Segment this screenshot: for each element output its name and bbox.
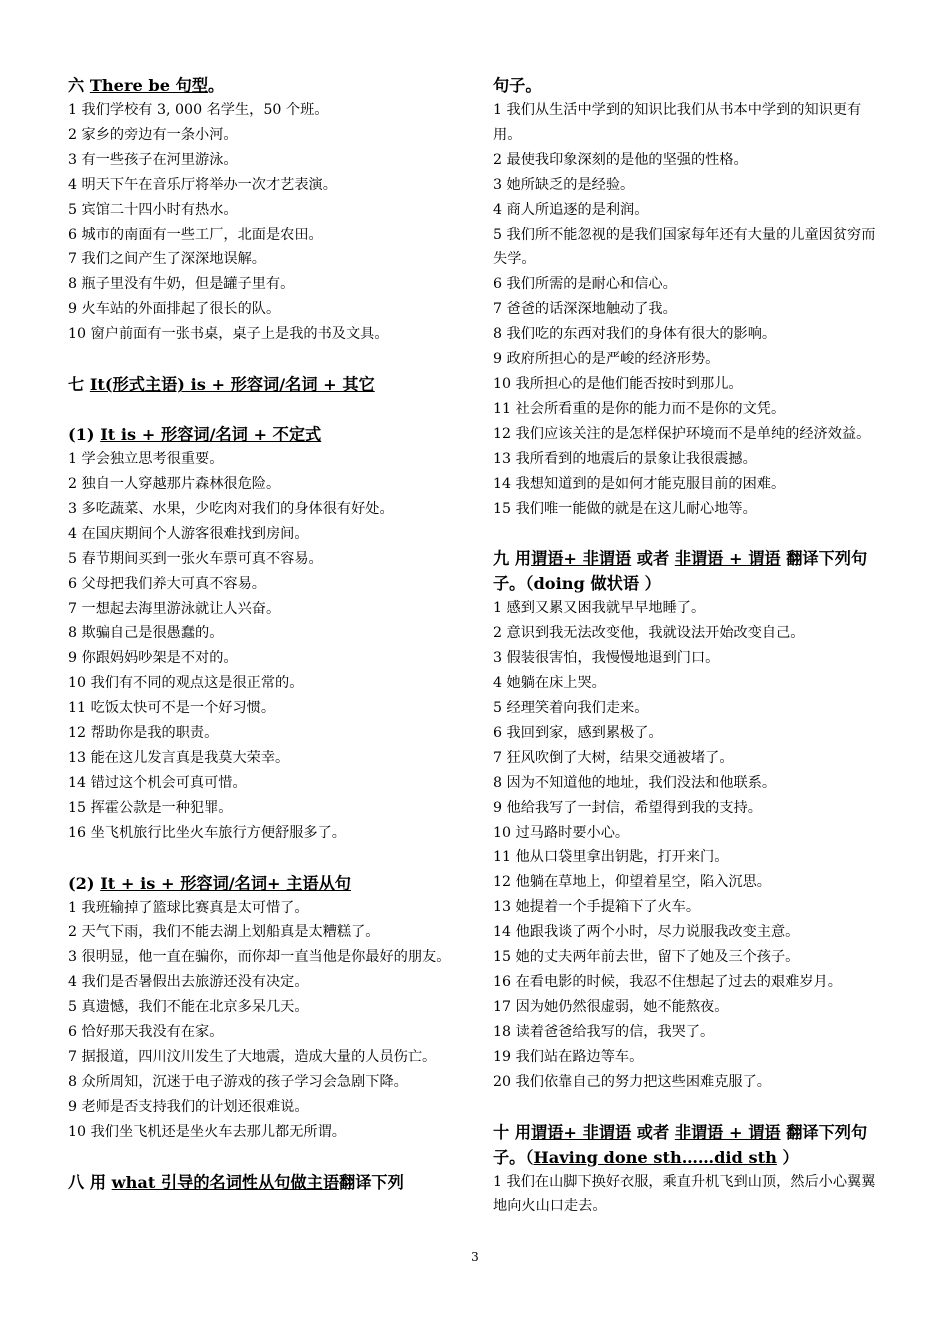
list-item: 5 宾馆二十四小时有热水。	[68, 201, 238, 218]
list-item: 15 我们唯一能做的就是在这儿耐心地等。	[493, 500, 757, 517]
list-item: 7 狂风吹倒了大树，结果交通被堵了。	[493, 749, 734, 766]
list-item: 8 众所周知，沉迷于电子游戏的孩子学习会急剧下降。	[68, 1073, 408, 1090]
list-item: 12 他躺在草地上，仰望着星空，陷入沉思。	[493, 874, 771, 891]
list-item: 16 在看电影的时候，我忍不住想起了过去的艰难岁月。	[493, 974, 842, 990]
list-item: 7 一想起去海里游泳就让人兴奋。	[68, 600, 281, 617]
list-item: 10 我所担心的是他们能否按时到那儿。	[493, 375, 743, 392]
section-9-heading: 九 用谓语+ 非谓语 或者 非谓语 + 谓语 翻译下列句子。（doing 做状语 ）	[493, 549, 868, 594]
list-item: 1 我们在山脚下换好衣服，乘直升机飞到山顶，然后小心翼翼地向火山口走去。	[493, 1173, 876, 1215]
list-item: 9 政府所担心的是严峻的经济形势。	[493, 351, 720, 368]
list-item: 6 城市的南面有一些工厂，北面是农田。	[68, 226, 323, 243]
list-item: 12 我们应该关注的是怎样保护环境而不是单纯的经济效益。	[493, 425, 871, 442]
section-6-list	[68, 98, 463, 347]
page-number: 3	[471, 1250, 479, 1264]
list-item: 14 错过这个机会可真可惜。	[68, 774, 247, 791]
list-item: 3 多吃蔬菜、水果，少吃肉对我们的身体很有好处。	[68, 500, 394, 517]
list-item: 1 我们学校有 3, 000 名学生，50 个班。	[68, 102, 329, 118]
list-item: 4 我们是否暑假出去旅游还没有决定。	[68, 974, 309, 991]
list-item: 14 他跟我谈了两个小时，尽力说服我改变主意。	[493, 924, 800, 941]
section-7-heading: 七 It(形式主语) is + 形容词/名词 + 其它	[68, 375, 375, 395]
list-item: 10 过马路时要小心。	[493, 824, 630, 841]
list-item: 3 她所缺乏的是经验。	[493, 176, 635, 193]
list-item: 10 我们有不同的观点这是很正常的。	[68, 675, 304, 692]
list-item: 6 我回到家，感到累极了。	[493, 724, 663, 741]
section-10-heading: 十 用谓语+ 非谓语 或者 非谓语 + 谓语 翻译下列句子。（Having done sth……did sth ）	[493, 1122, 868, 1167]
list-item: 18 读着爸爸给我写的信，我哭了。	[493, 1023, 715, 1040]
list-item: 2 家乡的旁边有一条小河。	[68, 126, 238, 143]
list-item: 5 真遗憾，我们不能在北京多呆几天。	[68, 999, 309, 1016]
list-item: 1 学会独立思考很重要。	[68, 451, 224, 468]
list-item: 4 商人所追逐的是利润。	[493, 201, 649, 218]
list-item: 2 意识到我无法改变他，我就设法开始改变自己。	[493, 625, 805, 642]
section-7-1-heading: (1) It is + 形容词/名词 + 不定式	[68, 425, 322, 445]
list-item: 15 挥霍公款是一种犯罪。	[68, 799, 233, 816]
list-item: 19 我们站在路边等车。	[493, 1048, 644, 1065]
section-9-list	[493, 596, 888, 1094]
list-item: 7 爸爸的话深深地触动了我。	[493, 301, 677, 318]
list-item: 1 我们从生活中学到的知识比我们从书本中学到的知识更有用。	[493, 102, 862, 143]
list-item: 13 我所看到的地震后的景象让我很震撼。	[493, 450, 757, 467]
list-item: 20 我们依靠自己的努力把这些困难克服了。	[493, 1073, 771, 1090]
list-item: 7 我们之间产生了深深地误解。	[68, 251, 266, 268]
list-item: 1 感到又累又困我就早早地睡了。	[493, 600, 706, 617]
list-item: 14 我想知道到的是如何才能克服目前的困难。	[493, 475, 786, 492]
list-item: 1 我班输掉了篮球比赛真是太可惜了。	[68, 899, 309, 916]
list-item: 10 我们坐飞机还是坐火车去那儿都无所谓。	[68, 1123, 346, 1140]
list-item: 7 据报道，四川汶川发生了大地震，造成大量的人员伤亡。	[68, 1049, 437, 1065]
list-item: 2 最使我印象深刻的是他的坚强的性格。	[493, 151, 748, 168]
list-item: 4 明天下午在音乐厅将举办一次才艺表演。	[68, 176, 337, 193]
list-item: 2 天气下雨，我们不能去湖上划船真是太糟糕了。	[68, 924, 380, 941]
list-item: 3 假装很害怕，我慢慢地退到门口。	[493, 650, 720, 667]
section-8-heading: 八 用 what 引导的名词性从句做主语翻译下列	[68, 1172, 404, 1192]
section-7-1-list	[68, 447, 463, 846]
list-item: 13 她提着一个手提箱下了火车。	[493, 899, 701, 916]
list-item: 13 能在这儿发言真是我莫大荣幸。	[68, 749, 290, 766]
list-item: 11 吃饭太快可不是一个好习惯。	[68, 700, 276, 717]
list-item: 9 老师是否支持我们的计划还很难说。	[68, 1098, 309, 1115]
list-item: 8 我们吃的东西对我们的身体有很大的影响。	[493, 326, 777, 343]
left-column	[68, 73, 463, 1195]
list-item: 11 社会所看重的是你的能力而不是你的文凭。	[493, 400, 786, 417]
list-item: 11 他从口袋里拿出钥匙，打开来门。	[493, 849, 729, 866]
list-item: 15 她的丈夫两年前去世，留下了她及三个孩子。	[493, 949, 800, 966]
list-item: 12 帮助你是我的职责。	[68, 725, 219, 742]
list-item: 5 经理笑着向我们走来。	[493, 700, 649, 717]
list-item: 9 火车站的外面排起了很长的队。	[68, 301, 281, 318]
list-item: 4 在国庆期间个人游客很难找到房间。	[68, 525, 309, 542]
list-item: 4 她躺在床上哭。	[493, 675, 606, 692]
section-8-list	[493, 98, 888, 521]
list-item: 9 你跟妈妈吵架是不对的。	[68, 650, 238, 667]
section-6-heading: 六 There be 句型。	[68, 76, 225, 95]
list-item: 3 很明显，他一直在骗你，而你却一直当他是你最好的朋友。	[68, 949, 451, 966]
right-column	[493, 73, 888, 1219]
list-item: 2 独自一人穿越那片森林很危险。	[68, 475, 281, 492]
section-7-2-list	[68, 896, 463, 1145]
list-item: 17 因为她仍然很虚弱，她不能熬夜。	[493, 998, 729, 1015]
list-item: 8 因为不知道他的地址，我们没法和他联系。	[493, 774, 777, 791]
list-item: 3 有一些孩子在河里游泳。	[68, 151, 238, 168]
section-7-2-heading: (2) It + is + 形容词/名词+ 主语从句	[68, 873, 351, 893]
section-8-heading-cont: 句子。	[493, 76, 542, 95]
list-item: 6 我们所需的是耐心和信心。	[493, 276, 677, 293]
list-item: 16 坐飞机旅行比坐火车旅行方便舒服多了。	[68, 824, 346, 841]
list-item: 5 春节期间买到一张火车票可真不容易。	[68, 550, 323, 567]
list-item: 10 窗户前面有一张书桌，桌子上是我的书及文具。	[68, 326, 389, 343]
list-item: 8 欺骗自己是很愚蠢的。	[68, 625, 224, 642]
list-item: 6 父母把我们养大可真不容易。	[68, 575, 266, 592]
list-item: 8 瓶子里没有牛奶，但是罐子里有。	[68, 276, 295, 293]
list-item: 6 恰好那天我没有在家。	[68, 1024, 224, 1041]
section-10-list	[493, 1170, 888, 1220]
list-item: 9 他给我写了一封信，希望得到我的支持。	[493, 799, 762, 816]
list-item: 5 我们所不能忽视的是我们国家每年还有大量的儿童因贫穷而失学。	[493, 226, 876, 268]
